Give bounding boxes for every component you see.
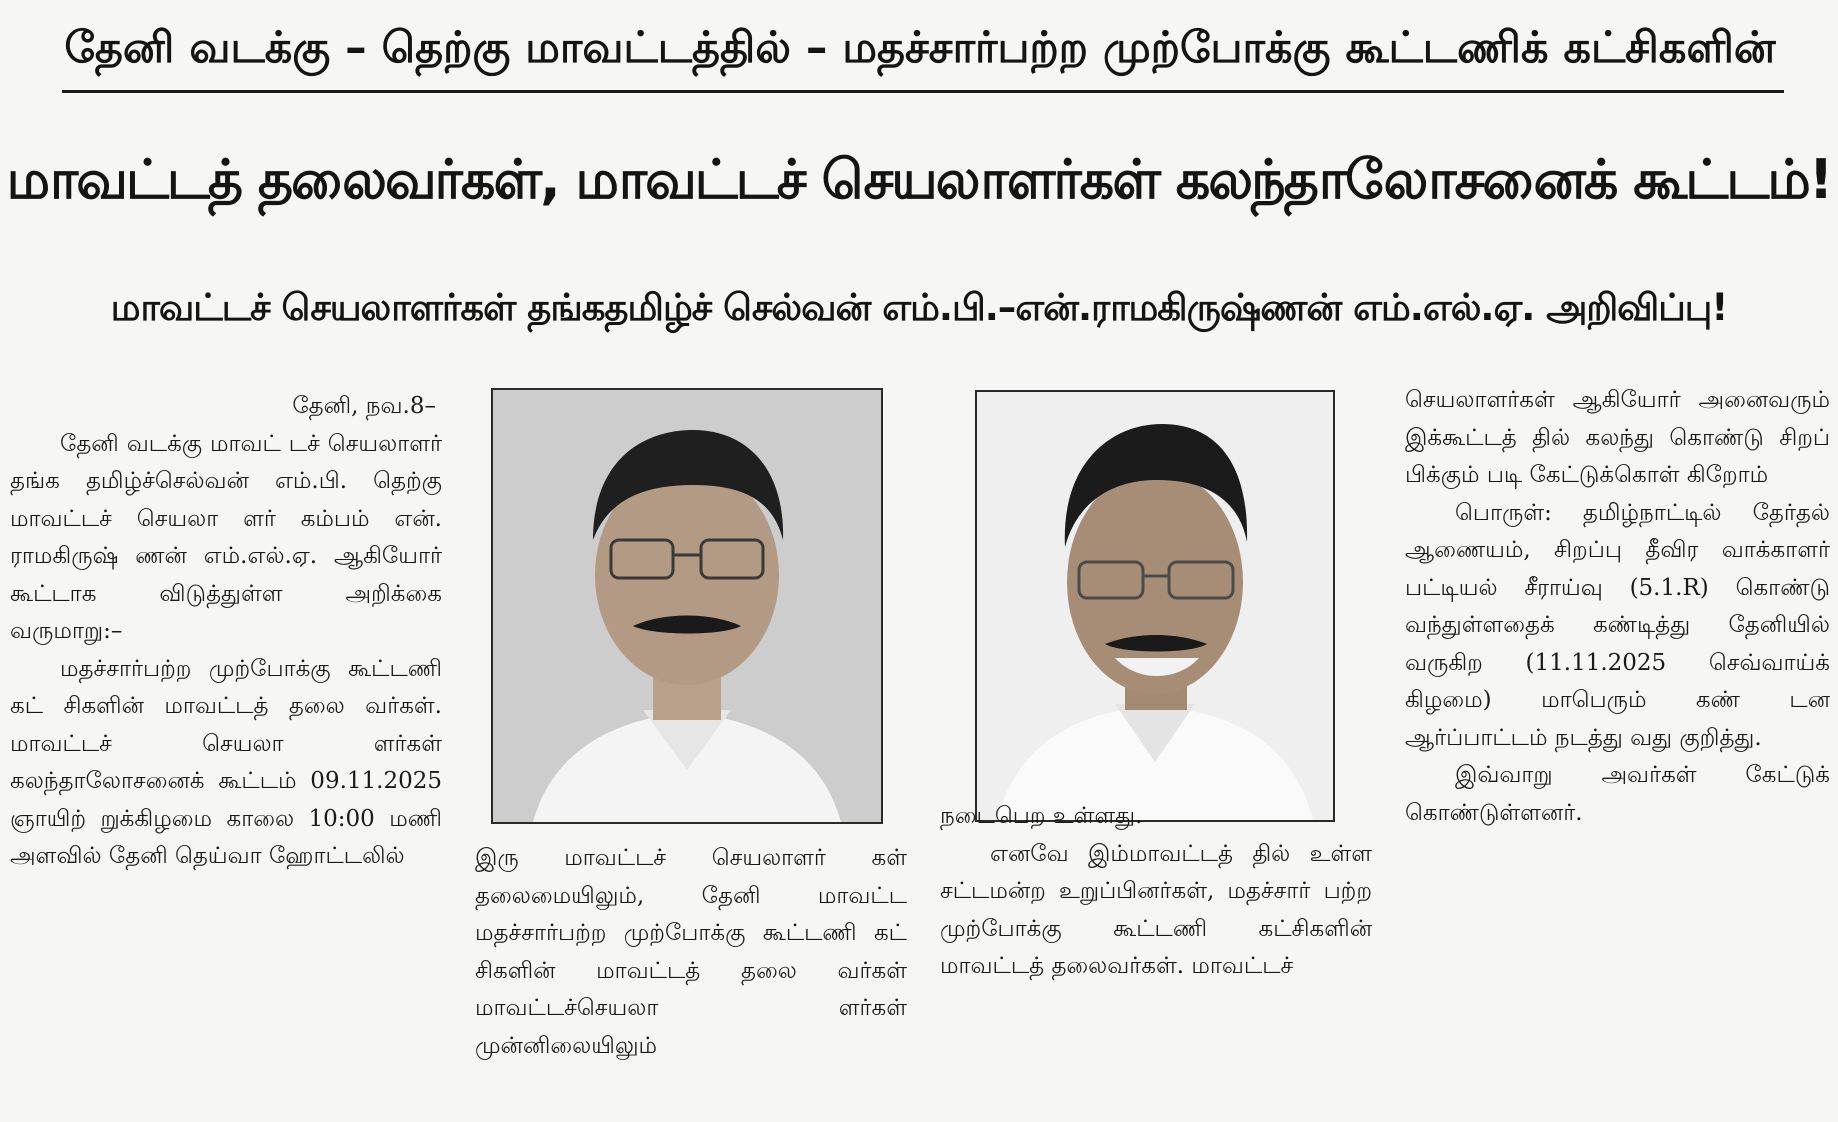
column-2-paragraph-1: இரு மாவட்டச் செயலாளர் கள் தலைமையிலும், தேனி மாவட்ட மதச்சார்பற்ற முற்போக்கு கூட்டணி கட் சிகளின் மாவட்டத் தலை வர்கள் மாவட்டச்செயலா ளர்கள் முன்னிலையிலும் <box>475 845 907 1059</box>
article-column-2 <box>475 840 907 1065</box>
article-column-3 <box>940 798 1372 986</box>
article-column-1 <box>10 388 442 876</box>
column-1-paragraph-2: மதச்சார்பற்ற முற்போக்கு கூட்டணி கட் சிகளின் மாவட்டத் தலை வர்கள். மாவட்டச் செயலா ளர்கள் கலந்தாலோசனைக் கூட்டம் 09.11.2025 ஞாயிற் றுக்கிழமை காலை 10:00 மணி அளவில் தேனி தெய்வா ஹோட்டலில் <box>10 655 442 869</box>
column-3-paragraph-1: நடைபெற உள்ளது. <box>940 803 1143 829</box>
portrait-photo-ramakrishnan <box>975 390 1335 822</box>
column-4-paragraph-2: பொருள்: தமிழ்நாட்டில் தேர்தல் ஆணையம், சிறப்பு தீவிர வாக்காளர் பட்டியல் சீராய்வு (5.1.R) கொண்டு வந்துள்ளதைக் கண்டித்து தேனியில் வருகிற (11.11.2025 செவ்வாய்க் கிழமை) மாபெரும் கண் டன ஆர்ப்பாட்டம் நடத்து வது குறித்து. <box>1405 499 1830 751</box>
column-3-paragraph-2: எனவே இம்மாவட்டத் தில் உள்ள சட்டமன்ற உறுப்பினர்கள், மதச்சார் பற்ற முற்போக்கு கூட்டணி கட்சிகளின் மாவட்டத் தலைவர்கள். மாவட்டச் <box>940 840 1372 979</box>
kicker-heading: தேனி வடக்கு – தெற்கு மாவட்டத்தில் – மதச்சார்பற்ற முற்போக்கு கூட்டணிக் கட்சிகளின் <box>64 22 1776 73</box>
kicker-underline <box>62 90 1784 93</box>
portrait-photo-thanga-tamilselvan <box>491 388 883 824</box>
portrait-1-image <box>493 390 881 822</box>
portrait-2-image <box>977 392 1333 820</box>
article-column-4 <box>1405 382 1830 832</box>
column-4-paragraph-3: இவ்வாறு அவர்கள் கேட்டுக் கொண்டுள்ளனர். <box>1405 762 1830 826</box>
dateline: தேனி, நவ.8– <box>292 393 436 419</box>
sub-headline: மாவட்டச் செயலாளர்கள் தங்கதமிழ்ச் செல்வன் எம்.பி.–என்.ராமகிருஷ்ணன் எம்.எல்.ஏ. அறிவிப்பு! <box>110 286 1728 329</box>
column-4-paragraph-1: செயலாளர்கள் ஆகியோர் அனைவரும் இக்கூட்டத் தில் கலந்து கொண்டு சிறப் பிக்கும் படி கேட்டுக்கொள் கிறோம் <box>1405 387 1830 488</box>
column-1-paragraph-1: தேனி வடக்கு மாவட் டச் செயலாளர் தங்க தமிழ்ச்செல்வன் எம்.பி. தெற்கு மாவட்டச் செயலா ளர் கம்பம் என். ராமகிருஷ் ணன் எம்.எல்.ஏ. ஆகியோர் கூட்டாக விடுத்துள்ள அறிக்கை வருமாறு:– <box>10 430 442 644</box>
main-headline: மாவட்டத் தலைவர்கள், மாவட்டச் செயலாளர்கள் கலந்தாலோசனைக் கூட்டம்! <box>6 147 1832 211</box>
